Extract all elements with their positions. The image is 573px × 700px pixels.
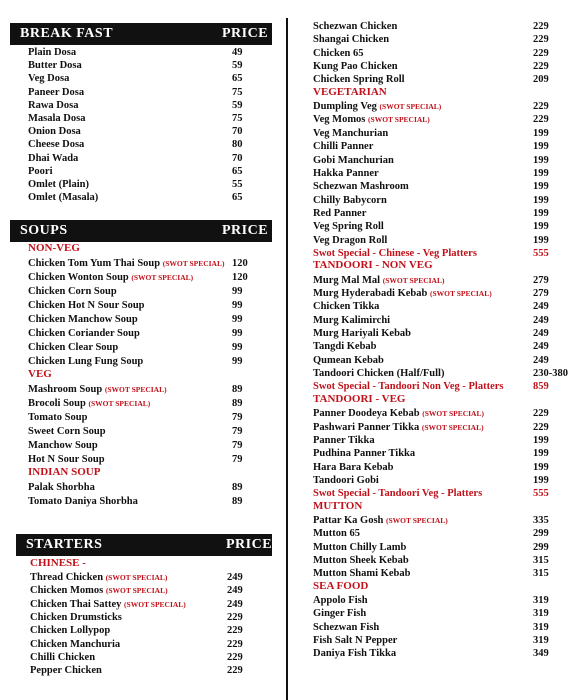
section-subheading: VEG <box>28 368 52 380</box>
item-price: 199 <box>533 434 549 446</box>
item-name <box>313 327 411 340</box>
swot-special-tag: (SWOT SPECIAL) <box>379 102 442 112</box>
item-name-text: Veg Manchurian <box>313 127 389 139</box>
item-name <box>313 447 415 460</box>
item-name-text: Murg Hariyali Kebab <box>313 328 411 340</box>
section-subheading: CHINESE - <box>30 557 86 569</box>
item-price: 199 <box>533 167 549 179</box>
item-name <box>313 20 397 33</box>
item-name-text: Chicken Coriander Soup <box>28 328 140 339</box>
item-price: 120 <box>232 258 248 269</box>
item-name <box>313 554 409 567</box>
item-price: 59 <box>232 99 243 111</box>
item-name <box>313 274 444 287</box>
item-name-text: Tangdi Kebab <box>313 341 377 353</box>
swot-special-tag: (SWOT SPECIAL) <box>88 399 151 408</box>
item-name-text: Omlet (Plain) <box>28 179 89 190</box>
swot-special-tag: (SWOT SPECIAL) <box>162 259 225 268</box>
item-price: 99 <box>232 314 243 325</box>
item-name <box>30 611 122 624</box>
item-price: 59 <box>232 60 243 72</box>
item-price: 89 <box>232 482 243 493</box>
item-name-text: Sweet Corn Soup <box>28 426 106 437</box>
item-price: 49 <box>232 47 243 58</box>
item-name-text: Tandoori Gobi <box>313 474 379 486</box>
item-price: 229 <box>533 101 549 113</box>
swot-special-tag: (SWOT SPECIAL) <box>429 289 492 298</box>
item-name-text: Chicken Clear Soup <box>28 342 119 353</box>
item-price: 229 <box>533 47 549 59</box>
item-price: 89 <box>232 496 243 507</box>
item-name-text: Thread Chicken <box>30 572 104 583</box>
item-name <box>313 474 379 487</box>
item-price: 199 <box>533 154 549 166</box>
item-price: 249 <box>533 314 549 326</box>
item-name <box>313 314 390 327</box>
item-name-text: Chicken Spring Roll <box>313 74 405 86</box>
item-name-text: Cheese Dosa <box>28 139 85 151</box>
item-name <box>30 638 120 651</box>
item-name-text: Rawa Dosa <box>28 99 79 111</box>
item-name-text: Mutton Chilly Lamb <box>313 541 407 553</box>
item-name <box>28 99 78 112</box>
item-price: 319 <box>533 608 549 620</box>
swot-special-tag: (SWOT SPECIAL) <box>124 599 186 609</box>
item-name <box>313 100 441 113</box>
item-price: 315 <box>533 568 549 580</box>
item-name <box>313 47 363 60</box>
item-name <box>28 439 98 452</box>
item-price: 99 <box>232 328 243 339</box>
item-name <box>313 167 379 180</box>
item-name-text: Masala Dosa <box>28 113 86 124</box>
item-name <box>313 594 368 607</box>
item-name <box>313 407 484 420</box>
item-price: 319 <box>533 595 549 607</box>
item-name <box>313 234 387 247</box>
item-price: 199 <box>533 141 549 153</box>
item-name-text: Appolo Fish <box>313 595 368 607</box>
item-name <box>313 354 384 367</box>
item-name-text: Pepper Chicken <box>30 665 102 677</box>
item-name <box>30 624 110 637</box>
breakfast-price-label: PRICE <box>222 26 269 41</box>
section-subheading: INDIAN SOUP <box>28 466 101 478</box>
item-name-text: Chicken Lung Fung Soup <box>28 356 144 367</box>
item-price: 299 <box>533 528 549 540</box>
item-name <box>28 495 138 508</box>
soups-price-label: PRICE <box>222 223 269 238</box>
item-name <box>28 178 89 191</box>
item-name <box>28 191 98 204</box>
item-price: 229 <box>533 34 549 46</box>
item-name-text: Chicken Hot N Sour Soup <box>28 300 145 311</box>
item-name-text: Tomato Daniya Shorbha <box>28 496 138 507</box>
item-name <box>28 86 84 99</box>
item-price: 229 <box>533 421 549 433</box>
section-subheading: TANDOORI - VEG <box>313 392 406 405</box>
item-name-text: Brocoli Soup <box>28 398 86 409</box>
item-price: 55 <box>232 179 243 190</box>
item-name <box>313 207 366 220</box>
item-price: 199 <box>533 207 549 219</box>
item-name-text: Hakka Panner <box>313 167 379 179</box>
item-price: 229 <box>227 651 243 663</box>
item-name-text: Ginger Fish <box>313 608 367 620</box>
item-name <box>313 300 379 313</box>
swot-special-tag: (SWOT SPECIAL) <box>368 115 430 125</box>
item-name <box>28 313 138 326</box>
item-price: 859 <box>533 381 549 393</box>
swot-special-tag: (SWOT SPECIAL) <box>105 586 168 596</box>
item-price: 79 <box>232 454 243 465</box>
item-name <box>313 247 477 260</box>
item-name-text: Tomato Soup <box>28 412 88 423</box>
item-name-text: Murg Hyderabadi Kebab <box>313 288 428 299</box>
item-name-text: Onion Dosa <box>28 126 81 138</box>
item-name <box>28 341 118 354</box>
item-name <box>28 271 193 284</box>
item-price: 230-380 <box>533 368 568 380</box>
item-price: 249 <box>227 572 243 583</box>
item-name <box>313 220 384 233</box>
section-subheading: VEGETARIAN <box>313 85 387 98</box>
item-price: 199 <box>533 221 549 233</box>
item-name <box>313 154 394 167</box>
item-name-text: Mutton Shami Kebab <box>313 568 411 580</box>
item-name-text: Schezwan Fish <box>313 621 380 633</box>
item-name-text: Hot N Sour Soup <box>28 454 105 465</box>
item-price: 229 <box>533 21 549 32</box>
item-name <box>313 541 406 554</box>
item-price: 99 <box>232 342 243 353</box>
swot-special-tag: (SWOT SPECIAL) <box>105 573 168 582</box>
item-name <box>30 664 102 677</box>
item-name-text: Schezwan Chicken <box>313 21 398 32</box>
item-name-text: Pashwari Panner Tikka <box>313 421 420 433</box>
item-price: 79 <box>232 440 243 451</box>
item-name-text: Chicken Corn Soup <box>28 286 117 297</box>
item-price: 99 <box>232 356 243 367</box>
item-name-text: Veg Dosa <box>28 73 70 85</box>
item-name-text: Swot Special - Tandoori Non Veg - Platters <box>313 381 504 393</box>
item-price: 319 <box>533 635 549 647</box>
item-name-text: Pattar Ka Gosh <box>313 514 384 526</box>
item-name-text: Chicken 65 <box>313 47 364 59</box>
item-price: 65 <box>232 192 243 204</box>
item-name-text: Chicken Lollypop <box>30 625 111 637</box>
item-name-text: Chicken Drumsticks <box>30 611 122 623</box>
item-name-text: Red Panner <box>313 207 367 219</box>
swot-special-tag: (SWOT SPECIAL) <box>382 275 445 285</box>
item-price: 249 <box>533 328 549 340</box>
item-price: 79 <box>232 426 243 437</box>
item-name <box>28 138 84 151</box>
item-name <box>313 33 389 46</box>
item-name <box>28 46 76 59</box>
item-name <box>28 257 224 270</box>
item-name-text: Dumpling Veg <box>313 101 377 113</box>
item-price: 199 <box>533 234 549 246</box>
item-name <box>28 327 140 340</box>
item-name <box>313 567 410 580</box>
item-name <box>313 607 366 620</box>
item-name <box>28 59 82 72</box>
item-price: 229 <box>533 114 549 126</box>
item-name-text: Paneer Dosa <box>28 86 85 98</box>
item-name <box>28 165 53 178</box>
item-name-text: Kung Pao Chicken <box>313 61 398 73</box>
item-price: 70 <box>232 126 243 138</box>
item-name <box>313 647 396 660</box>
item-price: 120 <box>232 272 248 283</box>
item-price: 249 <box>227 585 243 597</box>
swot-special-tag: (SWOT SPECIAL) <box>386 515 448 525</box>
item-name <box>313 127 388 140</box>
item-name <box>28 299 145 312</box>
item-name-text: Chicken Momos <box>30 585 104 597</box>
item-name <box>28 72 69 85</box>
starters-header <box>16 534 272 556</box>
item-name <box>313 340 377 353</box>
item-name <box>313 140 373 153</box>
item-price: 279 <box>533 288 549 299</box>
item-name <box>28 355 143 368</box>
column-divider <box>286 18 288 700</box>
item-price: 229 <box>227 638 243 650</box>
swot-special-tag: (SWOT SPECIAL) <box>131 273 194 282</box>
item-name <box>28 152 78 165</box>
item-name-text: Manchow Soup <box>28 440 98 451</box>
item-name <box>313 367 444 380</box>
item-price: 299 <box>533 541 549 553</box>
item-name-text: Fish Salt N Pepper <box>313 635 398 647</box>
item-name-text: Veg Dragon Roll <box>313 234 388 246</box>
item-price: 229 <box>227 665 243 677</box>
item-price: 229 <box>227 625 243 637</box>
item-price: 199 <box>533 461 549 473</box>
item-name-text: Chicken Manchuria <box>30 638 121 650</box>
item-name-text: Omlet (Masala) <box>28 192 99 204</box>
breakfast-title: BREAK FAST <box>20 26 114 41</box>
starters-title: STARTERS <box>26 537 103 552</box>
item-price: 319 <box>533 621 549 633</box>
item-name <box>313 194 387 207</box>
item-price: 199 <box>533 181 549 193</box>
item-name-text: Panner Tikka <box>313 434 375 446</box>
item-name-text: Schezwan Mashroom <box>313 181 409 193</box>
item-name <box>313 113 430 126</box>
item-price: 199 <box>533 127 549 139</box>
item-name <box>28 425 106 438</box>
item-name <box>313 634 397 647</box>
item-name <box>313 621 379 634</box>
item-name <box>30 571 167 584</box>
item-name <box>28 481 95 494</box>
item-name <box>28 411 87 424</box>
item-price: 75 <box>232 113 243 124</box>
starters-price-label: PRICE <box>226 537 273 552</box>
item-price: 199 <box>533 474 549 486</box>
item-price: 229 <box>533 408 549 420</box>
item-name-text: Pudhina Panner Tikka <box>313 448 416 460</box>
item-name <box>30 584 168 597</box>
item-price: 249 <box>533 301 549 313</box>
item-price: 65 <box>232 73 243 85</box>
section-subheading: MUTTON <box>313 499 363 512</box>
item-name-text: Plain Dosa <box>28 47 77 58</box>
item-price: 249 <box>227 598 243 610</box>
item-name <box>313 527 360 540</box>
item-name <box>313 487 482 500</box>
item-price: 89 <box>232 398 243 409</box>
item-price: 229 <box>533 61 549 73</box>
item-name <box>28 453 105 466</box>
swot-special-tag: (SWOT SPECIAL) <box>422 409 484 419</box>
item-name-text: Murg Mal Mal <box>313 274 381 286</box>
item-name <box>313 461 394 474</box>
swot-special-tag: (SWOT SPECIAL) <box>421 422 484 432</box>
item-price: 349 <box>533 648 549 660</box>
item-price: 80 <box>232 139 243 151</box>
item-name <box>313 421 484 434</box>
item-name-text: Veg Momos <box>313 114 366 126</box>
item-price: 75 <box>232 86 243 98</box>
item-name-text: Palak Shorbha <box>28 482 95 493</box>
item-name-text: Chicken Manchow Soup <box>28 314 138 325</box>
item-name <box>313 180 409 193</box>
item-name <box>28 125 81 138</box>
item-name-text: Swot Special - Tandoori Veg - Platters <box>313 488 483 500</box>
item-price: 209 <box>533 74 549 86</box>
item-name-text: Gobi Manchurian <box>313 154 394 166</box>
item-name-text: Mutton Sheek Kebab <box>313 555 409 566</box>
item-name <box>30 651 95 664</box>
swot-special-tag: (SWOT SPECIAL) <box>104 385 167 394</box>
item-price: 335 <box>533 514 549 526</box>
item-name <box>313 287 492 300</box>
item-name <box>313 73 405 86</box>
item-price: 249 <box>533 341 549 353</box>
item-name-text: Murg Kalimirchi <box>313 314 391 326</box>
item-name <box>28 383 167 396</box>
item-price: 70 <box>232 152 243 164</box>
item-name-text: Poori <box>28 165 53 177</box>
item-price: 555 <box>533 488 549 500</box>
item-name-text: Veg Spring Roll <box>313 221 384 233</box>
item-name-text: Chilli Panner <box>313 141 374 153</box>
item-price: 199 <box>533 448 549 460</box>
item-price: 279 <box>533 274 549 286</box>
soups-title: SOUPS <box>20 223 68 238</box>
soups-header <box>10 220 272 242</box>
item-name-text: Tandoori Chicken (Half/Full) <box>313 368 445 380</box>
breakfast-header <box>10 23 272 45</box>
item-name-text: Chilli Chicken <box>30 651 96 663</box>
item-price: 199 <box>533 194 549 206</box>
item-price: 99 <box>232 286 243 297</box>
item-price: 555 <box>533 247 549 259</box>
item-name-text: Dhai Wada <box>28 152 79 164</box>
item-name-text: Chicken Wonton Soup <box>28 272 129 283</box>
item-price: 89 <box>232 384 243 395</box>
item-price: 249 <box>533 354 549 366</box>
item-price: 229 <box>227 611 243 623</box>
section-subheading: NON-VEG <box>28 242 80 254</box>
item-name-text: Swot Special - Chinese - Veg Platters <box>313 247 477 259</box>
section-subheading: SEA FOOD <box>313 579 369 592</box>
item-name-text: Chicken Thai Sattey <box>30 598 122 610</box>
item-name-text: Shangai Chicken <box>313 34 390 46</box>
item-price: 79 <box>232 412 243 423</box>
item-price: 65 <box>232 165 243 177</box>
item-name-text: Chicken Tikka <box>313 301 380 313</box>
item-name <box>28 397 150 410</box>
item-name <box>28 285 117 298</box>
item-name <box>313 514 448 527</box>
item-name-text: Daniya Fish Tikka <box>313 648 397 660</box>
item-price: 99 <box>232 300 243 311</box>
item-price: 315 <box>533 555 549 566</box>
item-name <box>30 598 186 611</box>
item-name <box>313 380 503 393</box>
item-name-text: Mutton 65 <box>313 528 360 540</box>
item-name-text: Panner Doodeya Kebab <box>313 408 420 420</box>
item-name-text: Butter Dosa <box>28 60 82 72</box>
section-subheading: TANDOORI - NON VEG <box>313 259 433 272</box>
item-name-text: Chicken Tom Yum Thai Soup <box>28 258 161 269</box>
item-name-text: Chilly Babycorn <box>313 194 387 206</box>
item-name-text: Mashroom Soup <box>28 384 103 395</box>
item-name <box>313 60 398 73</box>
item-name <box>28 112 85 125</box>
item-name-text: Hara Bara Kebab <box>313 461 394 473</box>
item-name-text: Qumean Kebab <box>313 354 384 366</box>
item-name <box>313 434 375 447</box>
